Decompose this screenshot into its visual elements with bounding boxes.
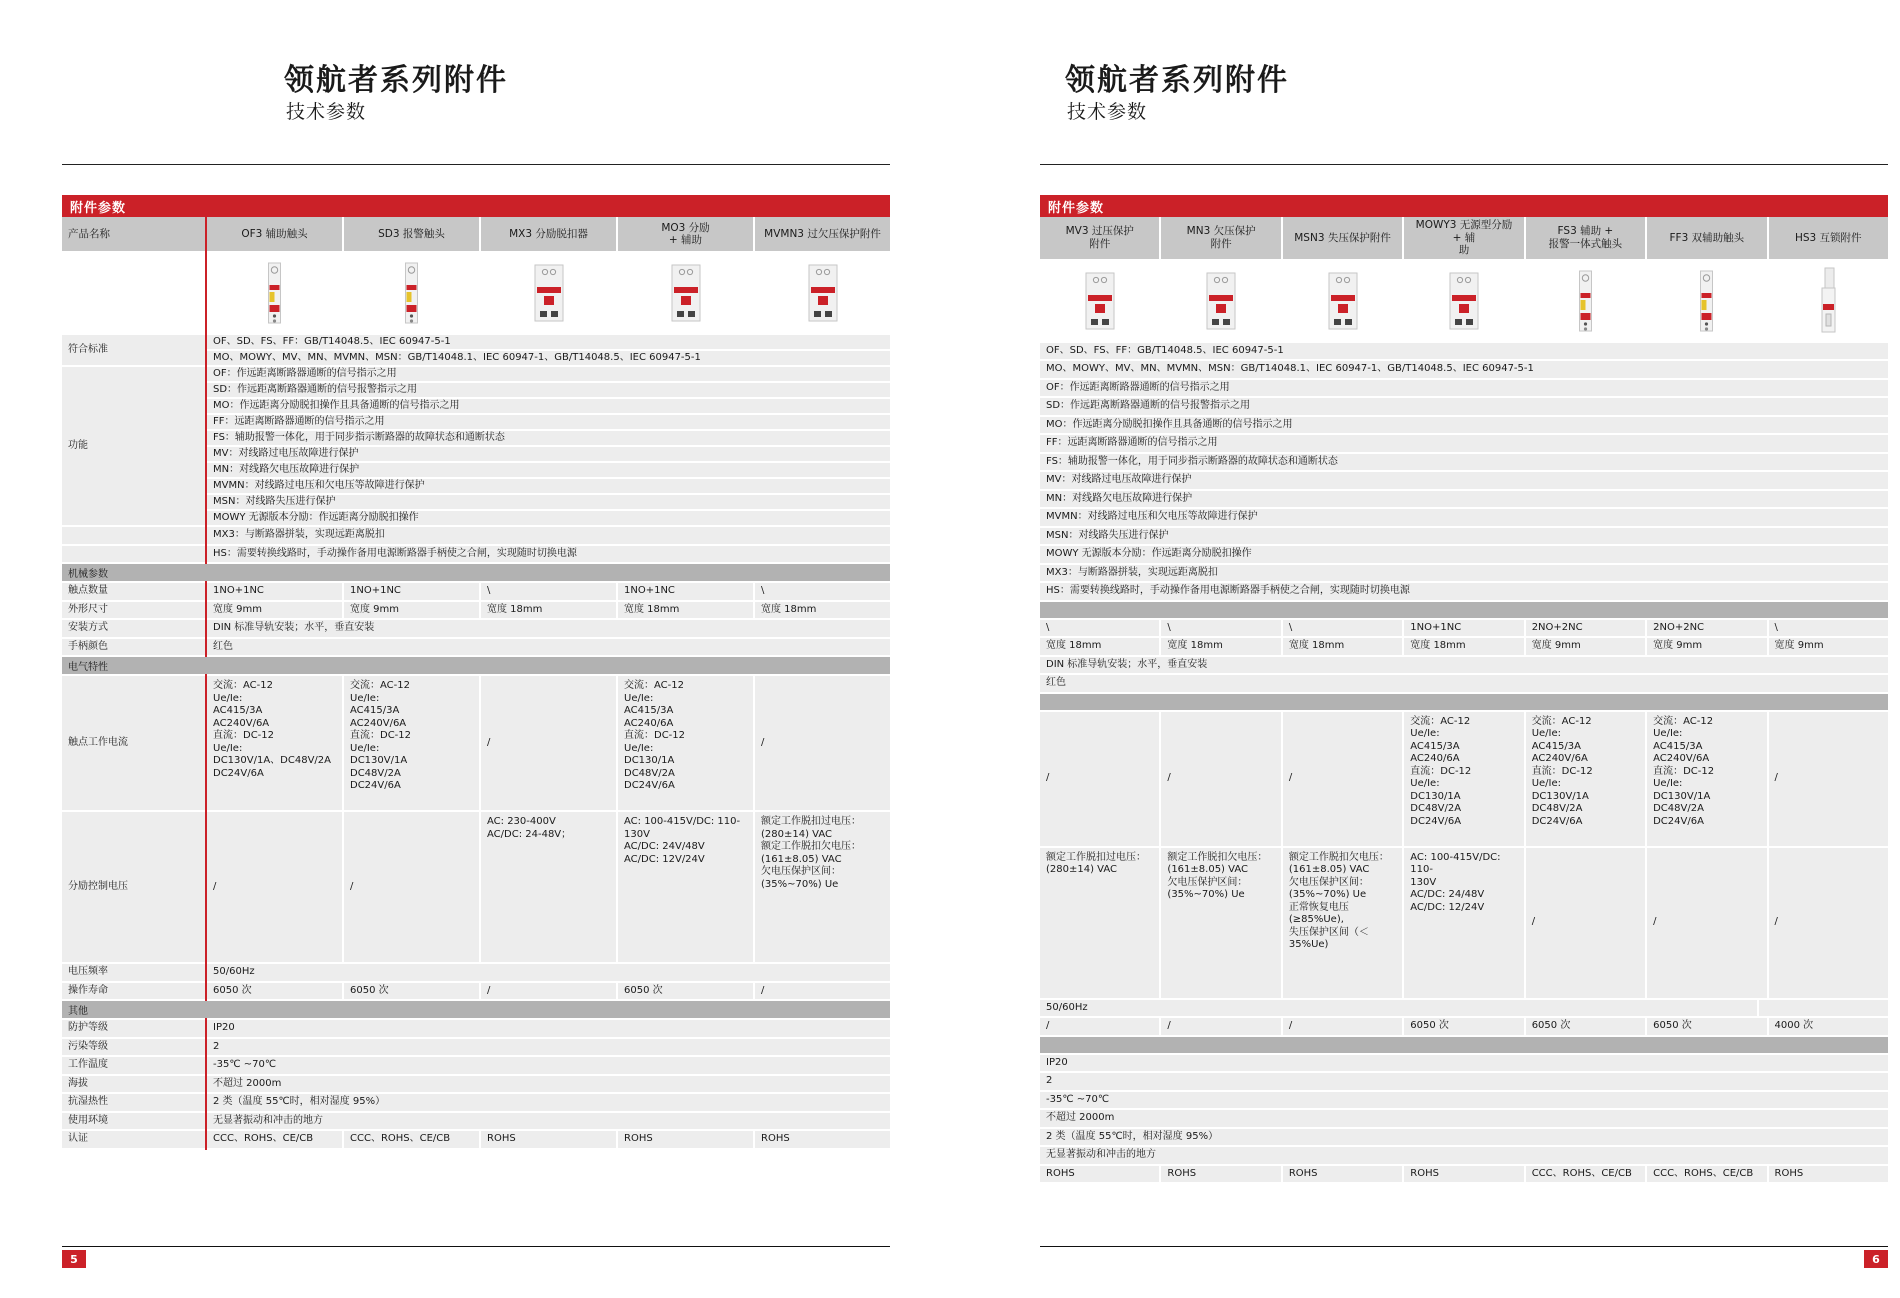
- table-header-row: [62, 217, 890, 251]
- column-header: FS3 辅助 + 报警一体式触头: [1526, 217, 1645, 259]
- cell-dimensions: 宽度 9mm: [344, 602, 479, 619]
- row-function-mv: [1040, 472, 1888, 489]
- row-function-ff: [1040, 435, 1888, 452]
- product-image-row: [1040, 261, 1888, 341]
- row-lifespan: [62, 983, 890, 1000]
- column-header: SD3 报警触头: [344, 217, 479, 251]
- column-header: MVMN3 过欠压保护附件: [755, 217, 890, 251]
- row-value-mounting: DIN 标准导轨安装；水平，垂直安装: [207, 620, 890, 637]
- row-handle-color: [1040, 675, 1888, 692]
- row-value-function-fs: FS：辅助报警一体化，用于同步指示断路器的故障状态和通断状态: [1040, 454, 1888, 471]
- row-standards-2: [1040, 361, 1888, 378]
- cell-dimensions: 宽度 9mm: [1526, 638, 1645, 655]
- group-line: FS：辅助报警一体化，用于同步指示断路器的故障状态和通断状态: [207, 431, 890, 445]
- row-label-dimensions: 外形尺寸: [62, 602, 205, 619]
- page-title: 领航者系列附件: [284, 63, 508, 98]
- row-value-altitude: 不超过 2000m: [207, 1076, 890, 1093]
- cell-contact-current: 交流：AC-12 Ue/Ie: AC415/3A AC240V/6A 直流：DC-12 Ue/Ie: DC130V/1A DC48V/2A DC24V/6A: [344, 676, 479, 810]
- row-altitude: [62, 1076, 890, 1093]
- cell-certification: ROHS: [1283, 1166, 1402, 1183]
- section-others: 其他: [62, 1001, 890, 1018]
- product-image-mowy3: [1404, 261, 1523, 341]
- row-ip-rating: [62, 1020, 890, 1037]
- section-mechanical: 机械参数: [62, 564, 890, 581]
- cell-certification: ROHS: [481, 1131, 616, 1148]
- row-value-pollution-degree: 2: [207, 1039, 890, 1056]
- product-photo-graphic: [266, 261, 283, 325]
- row-frequency: [1040, 1000, 1888, 1017]
- row-lifespan: [1040, 1018, 1888, 1035]
- cell-shunt-control-voltage: 额定工作脱扣欠电压： (161±8.05) VAC 欠电压保护区间： (35%~70%) Ue: [1161, 848, 1280, 998]
- row-value-standards-1: OF、SD、FS、FF：GB/T14048.5、IEC 60947-5-1: [1040, 343, 1888, 360]
- table-title-bar: 附件参数: [1040, 195, 1888, 217]
- cell-shunt-control-voltage: /: [1647, 848, 1766, 998]
- cell-shunt-control-voltage: AC: 230-400V AC/DC: 24-48V；: [481, 812, 616, 962]
- product-image-mn3: [1161, 261, 1280, 341]
- row-damp-heat: [62, 1094, 890, 1111]
- row-value-standards-2: MO、MOWY、MV、MN、MVMN、MSN：GB/T14048.1、IEC 60947-1、GB/T14048.5、IEC 60947-5-1: [1040, 361, 1888, 378]
- product-photo-graphic: [1447, 271, 1481, 331]
- cell-lifespan: 6050 次: [207, 983, 342, 1000]
- left-page: [62, 0, 890, 1298]
- product-photo-graphic: [1083, 271, 1117, 331]
- cell-contact-current: 交流：AC-12 Ue/Ie: AC415/3A AC240V/6A 直流：DC-12 Ue/Ie: DC130V/1A DC48V/2A DC24V/6A: [1526, 712, 1645, 846]
- product-image-hs3: [1769, 261, 1888, 341]
- cell-frequency: [1759, 1000, 1888, 1017]
- cell-lifespan: /: [1283, 1018, 1402, 1035]
- cell-contact-current: 交流：AC-12 Ue/Ie: AC415/3A AC240V/6A 直流：DC-12 Ue/Ie: DC130V/1A DC48V/2A DC24V/6A: [1647, 712, 1766, 846]
- cell-certification: CCC、ROHS、CE/CB: [207, 1131, 342, 1148]
- group-lines-functions: [207, 367, 890, 525]
- cell-dimensions: 宽度 9mm: [1769, 638, 1888, 655]
- product-image-ff3: [1647, 261, 1766, 341]
- cell-lifespan: /: [1040, 1018, 1159, 1035]
- cell-contact-count: \: [481, 583, 616, 600]
- row-function-of: [1040, 380, 1888, 397]
- cell-shunt-control-voltage: AC: 100-415V/DC: 110- 130V AC/DC: 24/48V AC/DC: 12/24V: [1404, 848, 1523, 998]
- cell-contact-count: \: [1040, 620, 1159, 637]
- cell-certification: ROHS: [1040, 1166, 1159, 1183]
- row-damp-heat: [1040, 1129, 1888, 1146]
- row-value-ip-rating: IP20: [207, 1020, 890, 1037]
- row-value-function-mowy: MOWY 无源版本分励：作远距离分励脱扣操作: [1040, 546, 1888, 563]
- cell-shunt-control-voltage: /: [344, 812, 479, 962]
- title-divider: [62, 164, 890, 165]
- group-line: MO、MOWY、MV、MN、MVMN、MSN：GB/T14048.1、IEC 60947-1、GB/T14048.5、IEC 60947-5-1: [207, 351, 890, 365]
- cell-dimensions: 宽度 18mm: [755, 602, 890, 619]
- row-standards: [62, 335, 890, 365]
- row-label-ip-rating: 防护等级: [62, 1020, 205, 1037]
- row-value-function-msn: MSN：对线路失压进行保护: [1040, 528, 1888, 545]
- row-label-pollution-degree: 污染等级: [62, 1039, 205, 1056]
- row-contact-count: [1040, 620, 1888, 637]
- product-image-mv3: [1040, 261, 1159, 341]
- row-function-mn: [1040, 491, 1888, 508]
- row-function-fs: [1040, 454, 1888, 471]
- title-divider: [1040, 164, 1888, 165]
- cell-contact-count: \: [1283, 620, 1402, 637]
- column-header-product-name: 产品名称: [62, 217, 205, 251]
- row-label-hs-note: [62, 546, 205, 563]
- cell-contact-count: 2NO+2NC: [1647, 620, 1766, 637]
- cell-lifespan: 4000 次: [1769, 1018, 1888, 1035]
- row-label-operating-temperature: 工作温度: [62, 1057, 205, 1074]
- cell-lifespan: 6050 次: [1404, 1018, 1523, 1035]
- group-line: MN：对线路欠电压故障进行保护: [207, 463, 890, 477]
- row-certification: [1040, 1166, 1888, 1183]
- row-value-pollution-degree: 2: [1040, 1073, 1888, 1090]
- row-environment: [62, 1113, 890, 1130]
- row-standards-1: [1040, 343, 1888, 360]
- cell-contact-current: /: [481, 676, 616, 810]
- row-value-damp-heat: 2 类（温度 55℃时，相对湿度 95%）: [1040, 1129, 1888, 1146]
- row-value-function-of: OF：作远距离断路器通断的信号指示之用: [1040, 380, 1888, 397]
- cell-certification: ROHS: [618, 1131, 753, 1148]
- row-value-mx3-note: MX3：与断路器拼装，实现远距离脱扣: [1040, 565, 1888, 582]
- cell-contact-count: \: [1161, 620, 1280, 637]
- cell-dimensions: 宽度 9mm: [1647, 638, 1766, 655]
- product-image-mx3: [481, 253, 616, 333]
- footer-divider: [62, 1246, 890, 1247]
- cell-certification: ROHS: [1161, 1166, 1280, 1183]
- group-line: MVMN：对线路过电压和欠电压等故障进行保护: [207, 479, 890, 493]
- cell-contact-count: 1NO+1NC: [207, 583, 342, 600]
- column-header: MV3 过压保护 附件: [1040, 217, 1159, 259]
- row-function-sd: [1040, 398, 1888, 415]
- row-label-functions: 功能: [62, 367, 205, 525]
- row-label-environment: 使用环境: [62, 1113, 205, 1130]
- product-image-mvmn3: [755, 253, 890, 333]
- group-line: MSN：对线路失压进行保护: [207, 495, 890, 509]
- row-function-mvmn: [1040, 509, 1888, 526]
- group-lines-standards: [207, 335, 890, 365]
- table-title-bar: 附件参数: [62, 195, 890, 217]
- row-value-function-sd: SD：作远距离断路器通断的信号报警指示之用: [1040, 398, 1888, 415]
- product-image-sd3: [344, 253, 479, 333]
- cell-contact-current: /: [755, 676, 890, 810]
- cell-lifespan: 6050 次: [1526, 1018, 1645, 1035]
- cell-shunt-control-voltage: 额定工作脱扣欠电压： (161±8.05) VAC 欠电压保护区间： (35%~70%) Ue 正常恢复电压 (≥85%Ue), 失压保护区间（＜35%Ue): [1283, 848, 1402, 998]
- row-label-mounting: 安装方式: [62, 620, 205, 637]
- row-value-handle-color: 红色: [207, 639, 890, 656]
- parameters-table-right: [1040, 217, 1888, 1184]
- table-header-row: [1040, 217, 1888, 259]
- row-environment: [1040, 1147, 1888, 1164]
- row-label-frequency: 电压频率: [62, 964, 205, 981]
- row-label-handle-color: 手柄颜色: [62, 639, 205, 656]
- row-shunt-control-voltage: [1040, 848, 1888, 998]
- cell-contact-count: \: [1769, 620, 1888, 637]
- cell-dimensions: 宽度 18mm: [481, 602, 616, 619]
- row-value-operating-temperature: -35℃ ~70℃: [1040, 1092, 1888, 1109]
- product-photo-graphic: [1817, 266, 1839, 336]
- row-value-damp-heat: 2 类（温度 55℃时，相对湿度 95%）: [207, 1094, 890, 1111]
- row-value-function-mn: MN：对线路欠电压故障进行保护: [1040, 491, 1888, 508]
- cell-contact-current: /: [1283, 712, 1402, 846]
- group-line: OF：作远距离断路器通断的信号指示之用: [207, 367, 890, 381]
- page-subtitle: 技术参数: [1067, 101, 1148, 123]
- column-header: MN3 欠压保护 附件: [1161, 217, 1280, 259]
- row-value-hs-note: HS：需要转换线路时，手动操作备用电源断路器手柄使之合闸，实现随时切换电源: [1040, 583, 1888, 600]
- cell-certification: CCC、ROHS、CE/CB: [1526, 1166, 1645, 1183]
- page-number: 6: [1864, 1250, 1888, 1268]
- row-frequency: [62, 964, 890, 981]
- row-label-standards: 符合标准: [62, 335, 205, 365]
- product-image-fs3: [1526, 261, 1645, 341]
- cell-contact-current: 交流：AC-12 Ue/Ie: AC415/3A AC240V/6A 直流：DC-12 Ue/Ie: DC130V/1A、DC48V/2A DC24V/6A: [207, 676, 342, 810]
- cell-contact-current: /: [1040, 712, 1159, 846]
- cell-contact-current: 交流：AC-12 Ue/Ie: AC415/3A AC240/6A 直流：DC-12 Ue/Ie: DC130/1A DC48V/2A DC24V/6A: [1404, 712, 1523, 846]
- row-function-mowy: [1040, 546, 1888, 563]
- row-value-function-ff: FF：远距离断路器通断的信号指示之用: [1040, 435, 1888, 452]
- product-image-of3: [207, 253, 342, 333]
- row-pollution-degree: [1040, 1073, 1888, 1090]
- cell-contact-count: 1NO+1NC: [344, 583, 479, 600]
- cell-lifespan: 6050 次: [618, 983, 753, 1000]
- group-line: SD：作远距离断路器通断的信号报警指示之用: [207, 383, 890, 397]
- row-mounting: [62, 620, 890, 637]
- cell-certification: CCC、ROHS、CE/CB: [1647, 1166, 1766, 1183]
- product-photo-graphic: [669, 263, 703, 323]
- cell-frequency: 50/60Hz: [1040, 1000, 1757, 1017]
- group-line: MO：作远距离分励脱扣操作且具备通断的信号指示之用: [207, 399, 890, 413]
- row-value-mounting: DIN 标准导轨安装；水平，垂直安装: [1040, 657, 1888, 674]
- row-value-altitude: 不超过 2000m: [1040, 1110, 1888, 1127]
- row-contact-count: [62, 583, 890, 600]
- group-line: MV：对线路过电压故障进行保护: [207, 447, 890, 461]
- cell-dimensions: 宽度 18mm: [1040, 638, 1159, 655]
- row-value-ip-rating: IP20: [1040, 1055, 1888, 1072]
- cell-lifespan: 6050 次: [1647, 1018, 1766, 1035]
- cell-contact-current: 交流：AC-12 Ue/Ie: AC415/3A AC240/6A 直流：DC-12 Ue/Ie: DC130/1A DC48V/2A DC24V/6A: [618, 676, 753, 810]
- section-electrical: 电气特性: [62, 657, 890, 674]
- cell-shunt-control-voltage: /: [1769, 848, 1888, 998]
- cell-contact-count: 1NO+1NC: [618, 583, 753, 600]
- row-label-lifespan: 操作寿命: [62, 983, 205, 1000]
- row-mounting: [1040, 657, 1888, 674]
- group-line: FF：远距离断路器通断的信号指示之用: [207, 415, 890, 429]
- column-header: MSN3 失压保护附件: [1283, 217, 1402, 259]
- cell-lifespan: /: [1161, 1018, 1280, 1035]
- cell-certification: CCC、ROHS、CE/CB: [344, 1131, 479, 1148]
- parameters-table-left: [62, 217, 890, 1150]
- cell-shunt-control-voltage: 额定工作脱扣过电压： (280±14) VAC 额定工作脱扣欠电压： (161±8.05) VAC 欠电压保护区间：(35%~70%) Ue: [755, 812, 890, 962]
- row-label-damp-heat: 抗湿热性: [62, 1094, 205, 1111]
- cell-contact-current: /: [1769, 712, 1888, 846]
- cell-dimensions: 宽度 18mm: [1161, 638, 1280, 655]
- row-operating-temperature: [62, 1057, 890, 1074]
- cell-certification: ROHS: [755, 1131, 890, 1148]
- row-value-operating-temperature: -35℃ ~70℃: [207, 1057, 890, 1074]
- cell-contact-count: 2NO+2NC: [1526, 620, 1645, 637]
- row-dimensions: [1040, 638, 1888, 655]
- cell-lifespan: /: [481, 983, 616, 1000]
- row-contact-current: [1040, 712, 1888, 846]
- product-image-msn3: [1283, 261, 1402, 341]
- row-function-mo: [1040, 417, 1888, 434]
- column-header: MOWY3 无源型分励 + 辅 助: [1404, 217, 1523, 259]
- page-number: 5: [62, 1250, 86, 1268]
- cell-contact-count: \: [755, 583, 890, 600]
- cell-dimensions: 宽度 18mm: [1283, 638, 1402, 655]
- product-photo-graphic: [806, 263, 840, 323]
- cell-shunt-control-voltage: /: [1526, 848, 1645, 998]
- row-label-certification: 认证: [62, 1131, 205, 1148]
- row-label-shunt-control-voltage: 分励控制电压: [62, 812, 205, 962]
- column-header: OF3 辅助触头: [207, 217, 342, 251]
- row-pollution-degree: [62, 1039, 890, 1056]
- cell-certification: ROHS: [1404, 1166, 1523, 1183]
- row-value-frequency: 50/60Hz: [207, 964, 890, 981]
- cell-dimensions: 宽度 18mm: [1404, 638, 1523, 655]
- row-label-mx3-note: [62, 527, 205, 544]
- row-certification: [62, 1131, 890, 1148]
- cell-dimensions: 宽度 18mm: [618, 602, 753, 619]
- cell-contact-count: 1NO+1NC: [1404, 620, 1523, 637]
- row-operating-temperature: [1040, 1092, 1888, 1109]
- row-label-contact-count: 触点数量: [62, 583, 205, 600]
- cell-lifespan: 6050 次: [344, 983, 479, 1000]
- row-ip-rating: [1040, 1055, 1888, 1072]
- product-image-mo3: [618, 253, 753, 333]
- column-header: MO3 分励 + 辅助: [618, 217, 753, 251]
- page-title: 领航者系列附件: [1065, 63, 1289, 98]
- footer-divider: [1040, 1246, 1888, 1247]
- row-altitude: [1040, 1110, 1888, 1127]
- cell-lifespan: /: [755, 983, 890, 1000]
- product-photo-graphic: [1204, 271, 1238, 331]
- cell-shunt-control-voltage: /: [207, 812, 342, 962]
- row-value-mx3-note: MX3：与断路器拼装，实现远距离脱扣: [207, 527, 890, 544]
- row-hs-note: [62, 546, 890, 563]
- column-header: MX3 分励脱扣器: [481, 217, 616, 251]
- row-mx3-note: [1040, 565, 1888, 582]
- cell-shunt-control-voltage: AC: 100-415V/DC: 110-130V AC/DC: 24V/48V AC/DC: 12V/24V: [618, 812, 753, 962]
- product-photo-graphic: [1698, 269, 1715, 333]
- right-page: [1040, 0, 1888, 1298]
- row-dimensions: [62, 602, 890, 619]
- product-photo-graphic: [1326, 271, 1360, 331]
- section-others: [1040, 1037, 1888, 1053]
- group-line: MOWY 无源版本分励：作远距离分励脱扣操作: [207, 511, 890, 525]
- row-label-altitude: 海拔: [62, 1076, 205, 1093]
- row-handle-color: [62, 639, 890, 656]
- row-value-environment: 无显著振动和冲击的地方: [1040, 1147, 1888, 1164]
- section-electrical: [1040, 694, 1888, 710]
- column-header: FF3 双辅助触头: [1647, 217, 1766, 259]
- section-mechanical: [1040, 602, 1888, 618]
- cell-certification: ROHS: [1769, 1166, 1888, 1183]
- product-photo-graphic: [1577, 269, 1594, 333]
- row-value-environment: 无显著振动和冲击的地方: [207, 1113, 890, 1130]
- product-photo-graphic: [403, 261, 420, 325]
- row-value-hs-note: HS：需要转换线路时，手动操作备用电源断路器手柄使之合闸，实现随时切换电源: [207, 546, 890, 563]
- product-image-row: [62, 253, 890, 333]
- row-value-handle-color: 红色: [1040, 675, 1888, 692]
- page-subtitle: 技术参数: [286, 101, 367, 123]
- row-function-msn: [1040, 528, 1888, 545]
- row-value-function-mvmn: MVMN：对线路过电压和欠电压等故障进行保护: [1040, 509, 1888, 526]
- product-photo-graphic: [532, 263, 566, 323]
- cell-contact-current: /: [1161, 712, 1280, 846]
- row-shunt-control-voltage: [62, 812, 890, 962]
- cell-dimensions: 宽度 9mm: [207, 602, 342, 619]
- row-label-contact-current: 触点工作电流: [62, 676, 205, 810]
- row-mx3-note: [62, 527, 890, 544]
- row-hs-note: [1040, 583, 1888, 600]
- row-contact-current: [62, 676, 890, 810]
- cell-shunt-control-voltage: 额定工作脱扣过电压： (280±14) VAC: [1040, 848, 1159, 998]
- row-value-function-mv: MV：对线路过电压故障进行保护: [1040, 472, 1888, 489]
- row-value-function-mo: MO：作远距离分励脱扣操作且具备通断的信号指示之用: [1040, 417, 1888, 434]
- image-row-spacer: [62, 253, 205, 333]
- column-header: HS3 互锁附件: [1769, 217, 1888, 259]
- row-functions: [62, 367, 890, 525]
- group-line: OF、SD、FS、FF：GB/T14048.5、IEC 60947-5-1: [207, 335, 890, 349]
